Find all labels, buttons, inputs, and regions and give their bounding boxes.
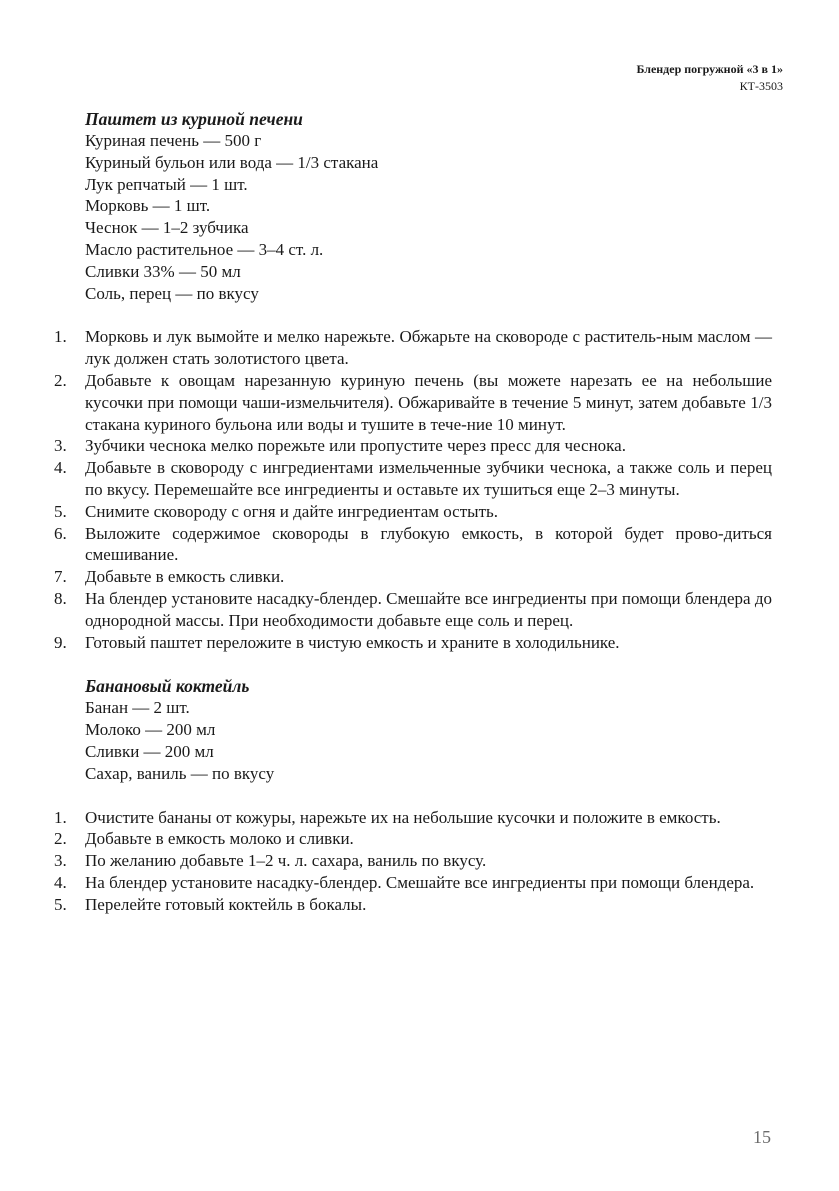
step-number: 1.: [54, 807, 67, 827]
step-item: [52, 370, 772, 435]
step-text: На блендер установите насадку-блендер. Смешайте все ингредиенты при помощи блендера до однородной массы. При необходимости добавьте еще соль и перец.: [85, 588, 772, 630]
ingredient-item: Банан — 2 шт.: [85, 698, 190, 718]
page-content: [52, 108, 772, 916]
step-text: Очистите бананы от кожуры, нарежьте их на небольшие кусочки и положите в емкость.: [85, 807, 721, 827]
ingredient-item: Куриная печень — 500 г: [85, 131, 262, 150]
page-number: 15: [753, 1127, 771, 1147]
step-item: [52, 435, 772, 457]
step-number: 1.: [54, 327, 67, 347]
recipe-title: Банановый коктейль: [85, 676, 250, 697]
step-number: 4.: [54, 458, 67, 478]
step-item: [52, 523, 772, 567]
ingredient-item: Молоко — 200 мл: [85, 720, 216, 740]
step-number: 5.: [54, 894, 67, 914]
step-item: [52, 828, 772, 850]
ingredient-item: Сливки 33% — 50 мл: [85, 261, 241, 281]
step-item: [52, 588, 772, 632]
step-text: Выложите содержимое сковороды в глубокую емкость, в которой будет прово-диться смешивание.: [85, 523, 772, 565]
step-item: [52, 326, 772, 370]
model-number: КТ-3503: [739, 79, 783, 93]
ingredient-item: Сливки — 200 мл: [85, 741, 214, 761]
step-number: 5.: [54, 501, 67, 521]
ingredient-item: Сахар, ваниль — по вкусу: [85, 763, 275, 783]
recipe-title: Паштет из куриной печени: [85, 109, 303, 129]
ingredient-item: Лук репчатый — 1 шт.: [85, 174, 248, 194]
recipe-section: [52, 108, 772, 653]
step-text: Зубчики чеснока мелко порежьте или пропустите через пресс для чеснока.: [85, 436, 626, 456]
step-number: 4.: [54, 872, 67, 892]
page-header: [636, 61, 783, 95]
step-text: Добавьте в емкость сливки.: [85, 567, 285, 587]
step-text: Перелейте готовый коктейль в бокалы.: [85, 894, 367, 914]
step-text: Снимите сковороду с огня и дайте ингредиентам остыть.: [85, 501, 498, 521]
ingredient-item: Соль, перец — по вкусу: [85, 283, 259, 303]
product-title: Блендер погружной «3 в 1»: [636, 62, 783, 76]
ingredient-item: Морковь — 1 шт.: [85, 196, 211, 216]
step-list: [52, 326, 772, 653]
step-number: 3.: [54, 436, 67, 456]
ingredient-item: Масло растительное — 3–4 ст. л.: [85, 239, 324, 259]
step-number: 8.: [54, 588, 67, 608]
step-text: Добавьте к овощам нарезанную куриную печень (вы можете нарезать ее на небольшие кусочки при помощи чаши-измельчителя). Обжаривайте в течение 5 минут, затем добавьте 1/3 стакана куриного бульона или воды и тушите в тече-ние 10 минут.: [85, 370, 772, 434]
step-item: [52, 566, 772, 588]
step-text: Готовый паштет переложите в чистую емкость и храните в холодильнике.: [85, 632, 620, 652]
step-item: [52, 457, 772, 501]
recipe-section: [52, 675, 772, 915]
step-text: Добавьте в емкость молоко и сливки.: [85, 829, 354, 849]
ingredient-item: Чеснок — 1–2 зубчика: [85, 218, 249, 238]
step-text: По желанию добавьте 1–2 ч. л. сахара, ваниль по вкусу.: [85, 851, 487, 871]
step-number: 3.: [54, 851, 67, 871]
step-item: [52, 807, 772, 829]
step-list: [52, 807, 772, 916]
step-item: [52, 632, 772, 654]
step-text: На блендер установите насадку-блендер. Смешайте все ингредиенты при помощи блендера.: [85, 872, 755, 892]
step-text: Добавьте в сковороду с ингредиентами измельченные зубчики чеснока, а также соль и перец по вкусу. Перемешайте все ингредиенты и оставьте их тушиться еще 2–3 минуты.: [85, 458, 772, 499]
step-item: [52, 894, 772, 916]
step-number: 2.: [54, 829, 67, 849]
step-text: Морковь и лук вымойте и мелко нарежьте. Обжарьте на сковороде с раститель-ным маслом — лук должен стать золотистого цвета.: [85, 327, 772, 369]
step-item: [52, 850, 772, 872]
step-item: [52, 872, 772, 894]
step-number: 9.: [54, 632, 67, 652]
step-number: 2.: [54, 370, 67, 390]
step-item: [52, 501, 772, 523]
step-number: 6.: [54, 523, 67, 543]
ingredient-item: Куриный бульон или вода — 1/3 стакана: [85, 152, 379, 172]
step-number: 7.: [54, 567, 67, 587]
ingredient-list: [85, 697, 772, 784]
ingredient-list: [85, 130, 772, 304]
